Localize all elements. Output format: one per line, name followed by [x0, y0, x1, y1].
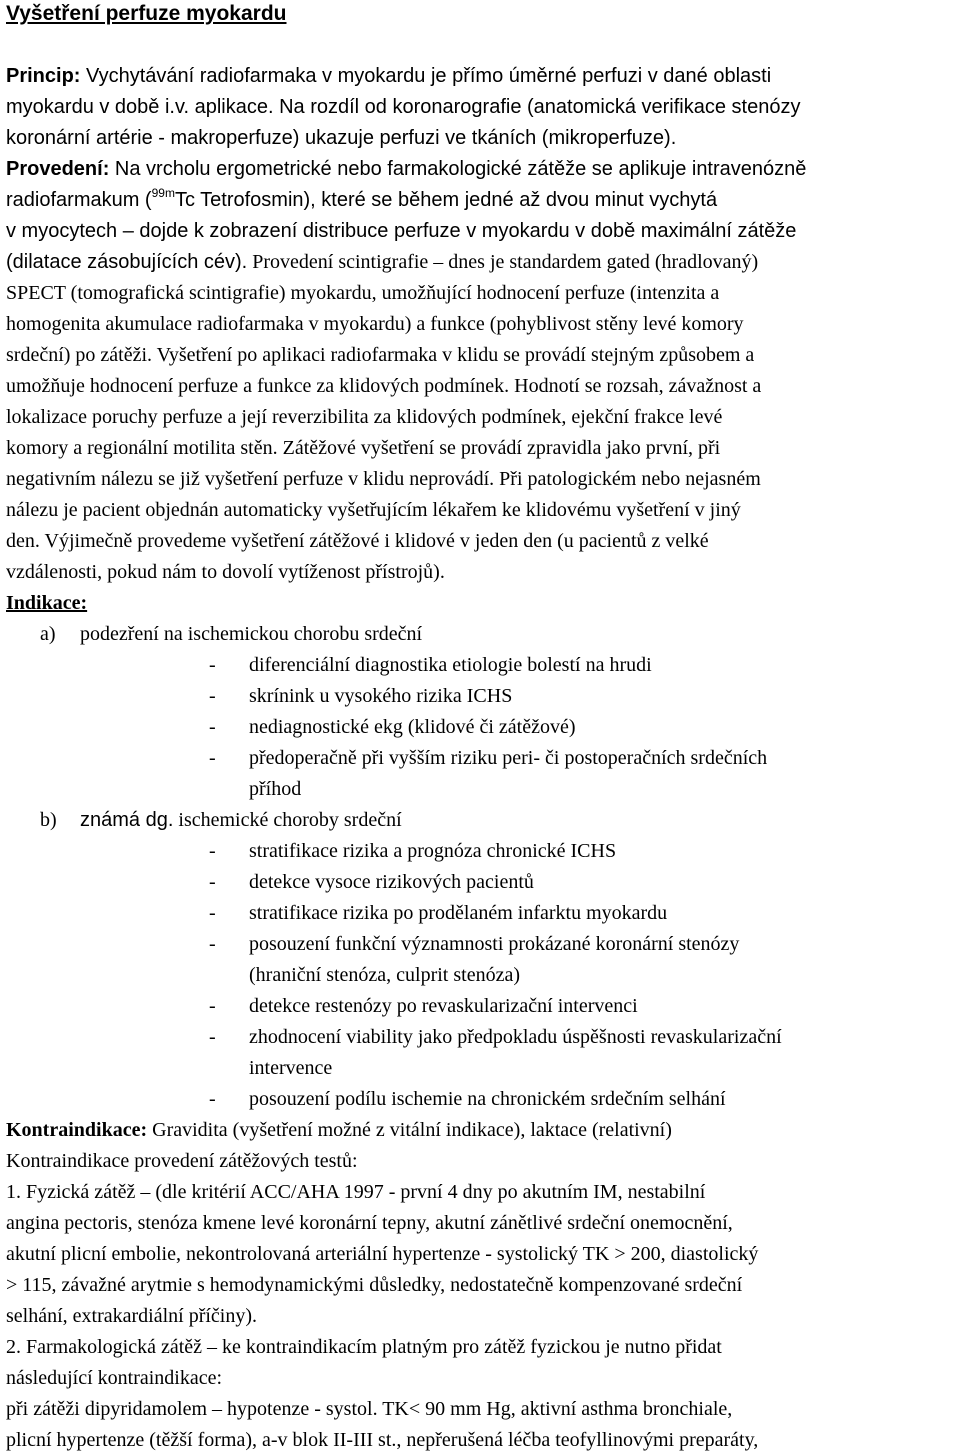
indikace-b-item-6: [6, 1022, 956, 1053]
list-item-text: nediagnostické ekg (klidové či zátěžové): [249, 716, 576, 738]
list-item-text: předoperačně při vyšším riziku peri- či postoperačních srdečních: [249, 747, 768, 769]
kontraindikace-section: [6, 1115, 956, 1456]
list-item-text: posouzení podílu ischemie na chronickém srdečním selhání: [249, 1088, 726, 1110]
farmakologicka-line-3: při zátěži dipyridamolem – hypotenze - systol. TK< 90 mm Hg, aktivní asthma bronchiale,: [6, 1398, 733, 1420]
list-item-text: detekce restenózy po revaskularizační intervenci: [249, 995, 638, 1017]
page-title: Vyšetření perfuze myokardu: [6, 2, 287, 25]
fyzicka-line-1: 1. Fyzická zátěž – (dle kritérií ACC/AHA 1997 - první 4 dny po akutním IM, nestabilní: [6, 1181, 706, 1203]
list-dash: -: [209, 685, 216, 707]
isotope-superscript: 99m: [151, 186, 175, 200]
list-item-text: (hraniční stenóza, culprit stenóza): [249, 964, 520, 986]
provedeni-section: [6, 154, 956, 588]
list-item-text: detekce vysoce rizikových pacientů: [249, 871, 534, 893]
list-item-text: posouzení funkční významnosti prokázané koronární stenózy: [249, 933, 740, 955]
indikace-a-list: [6, 650, 956, 805]
provedeni-line-10: komory a regionální motilita stěn. Zátěžové vyšetření se provádí zpravidla jako první, při: [6, 437, 721, 459]
provedeni-line-3: v myocytech – dojde k zobrazení distribuce perfuze v myokardu v době maximální zátěže: [6, 220, 797, 242]
farmakologicka-line-4: plicní hypertenze (těžší forma), a-v blok II-III st., nepřerušená léčba teofyllinovými preparáty,: [6, 1429, 759, 1451]
list-dash: -: [209, 1026, 216, 1048]
list-item-text: stratifikace rizika a prognóza chronické ICHS: [249, 840, 617, 862]
provedeni-line-8: umožňuje hodnocení perfuze a funkce za klidových podmínek. Hodnotí se rozsah, závažnost a: [6, 375, 762, 397]
list-dash: -: [209, 716, 216, 738]
indikace-a-item-4-cont: [6, 774, 956, 805]
fyzicka-line-5: selhání, extrakardiální příčiny).: [6, 1305, 258, 1327]
fyzicka-line-4: > 115, závažné arytmie s hemodynamickými důsledky, nedostatečně kompenzované srdeční: [6, 1274, 743, 1296]
indikace-a-item-2: [6, 681, 956, 712]
list-item-text: diferenciální diagnostika etiologie bolestí na hrudi: [249, 654, 652, 676]
list-item-text: intervence: [249, 1057, 333, 1079]
list-item-text: skrínink u vysokého rizika ICHS: [249, 685, 513, 707]
farmakologicka-line-2: následující kontraindikace:: [6, 1367, 223, 1389]
princip-line-1: Princip: Vychytávání radiofarmaka v myokardu je přímo úměrné perfuzi v dané oblasti: [6, 65, 772, 87]
list-dash: -: [209, 747, 216, 769]
princip-label: Princip:: [6, 65, 81, 87]
indikace-b-item-1: [6, 836, 956, 867]
indikace-b-item-7: [6, 1084, 956, 1115]
provedeni-line-1: Provedení: Na vrcholu ergometrické nebo farmakologické zátěže se aplikuje intravenózně: [6, 158, 807, 180]
indikace-b: b) známá dg. ischemické choroby srdeční: [40, 809, 402, 831]
list-item-text: příhod: [249, 778, 302, 800]
provedeni-line-5: SPECT (tomografická scintigrafie) myokardu, umožňující hodnocení perfuze (intenzita a: [6, 282, 720, 304]
indikace-a-item-4: [6, 743, 956, 774]
provedeni-label: Provedení:: [6, 158, 110, 180]
indikace-b-item-5: [6, 991, 956, 1022]
list-item-text: stratifikace rizika po prodělaném infarktu myokardu: [249, 902, 668, 924]
indikace-b-item-2: [6, 867, 956, 898]
fyzicka-line-3: akutní plicní embolie, nekontrolovaná arteriální hypertenze - systolický TK > 200, diastolický: [6, 1243, 759, 1265]
provedeni-line-4: (dilatace zásobujících cév). Provedení scintigrafie – dnes je standardem gated (hradlovaný): [6, 251, 759, 273]
indikace-a-item-1: [6, 650, 956, 681]
list-dash: -: [209, 654, 216, 676]
list-item-text: zhodnocení viability jako předpokladu úspěšnosti revaskularizační: [249, 1026, 782, 1048]
list-dash: -: [209, 871, 216, 893]
provedeni-line-13: den. Výjimečně provedeme vyšetření zátěžové i klidové v jeden den (u pacientů z velké: [6, 530, 709, 552]
provedeni-line-9: lokalizace poruchy perfuze a její reverzibilita za klidových podmínek, ejekční frakce levé: [6, 406, 723, 428]
kontraindikace-line-1: Kontraindikace: Gravidita (vyšetření možné z vitální indikace), laktace (relativní): [6, 1119, 672, 1141]
list-dash: -: [209, 933, 216, 955]
princip-line-2: myokardu v době i.v. aplikace. Na rozdíl od koronarografie (anatomická verifikace stenózy: [6, 96, 801, 118]
indikace-a: a) podezření na ischemickou chorobu srdeční: [40, 623, 423, 645]
provedeni-line-7: srdeční) po zátěži. Vyšetření po aplikaci radiofarmaka v klidu se provádí stejným způsobem a: [6, 344, 755, 366]
provedeni-line-12: nálezu je pacient objednán automaticky vyšetřujícím lékařem ke klidovému vyšetření v jiný: [6, 499, 741, 521]
provedeni-line-6: homogenita akumulace radiofarmaka v myokardu) a funkce (pohyblivost stěny levé komory: [6, 313, 744, 335]
kontraindikace-label: Kontraindikace:: [6, 1119, 148, 1141]
provedeni-line-2: radiofarmakum ($^{99m}$Tc Tetrofosmin), které se během jedné až dvou minut vychytá: [6, 186, 718, 211]
indikace-a-item-3: [6, 712, 956, 743]
provedeni-line-11: negativním nálezu se již vyšetření perfuze v klidu neprovádí. Při patologickém nebo nejasném: [6, 468, 761, 490]
indikace-b-item-3: [6, 898, 956, 929]
document-body: [6, 61, 956, 1456]
indikace-b-item-6-cont: [6, 1053, 956, 1084]
princip-line-3: koronární artérie - makroperfuze) ukazuje perfuzi ve tkáních (mikroperfuze).: [6, 127, 677, 149]
list-dash: -: [209, 995, 216, 1017]
fyzicka-line-2: angina pectoris, stenóza kmene levé koronární tepny, akutní zánětlivé srdeční onemocnění,: [6, 1212, 733, 1234]
indikace-b-list: [6, 836, 956, 1115]
list-dash: -: [209, 902, 216, 924]
provedeni-line-14: vzdálenosti, pokud nám to dovolí vytíženost přístrojů).: [6, 561, 445, 583]
list-dash: -: [209, 840, 216, 862]
indikace-b-item-4-cont: [6, 960, 956, 991]
kontraindikace-line-2: Kontraindikace provedení zátěžových testů:: [6, 1150, 358, 1172]
indikace-b-item-4: [6, 929, 956, 960]
princip-section: [6, 61, 956, 154]
list-dash: -: [209, 1088, 216, 1110]
farmakologicka-line-1: 2. Farmakologická zátěž – ke kontraindikacím platným pro zátěž fyzickou je nutno přidat: [6, 1336, 722, 1358]
indikace-section: [6, 588, 956, 1115]
indikace-label: Indikace:: [6, 592, 88, 614]
